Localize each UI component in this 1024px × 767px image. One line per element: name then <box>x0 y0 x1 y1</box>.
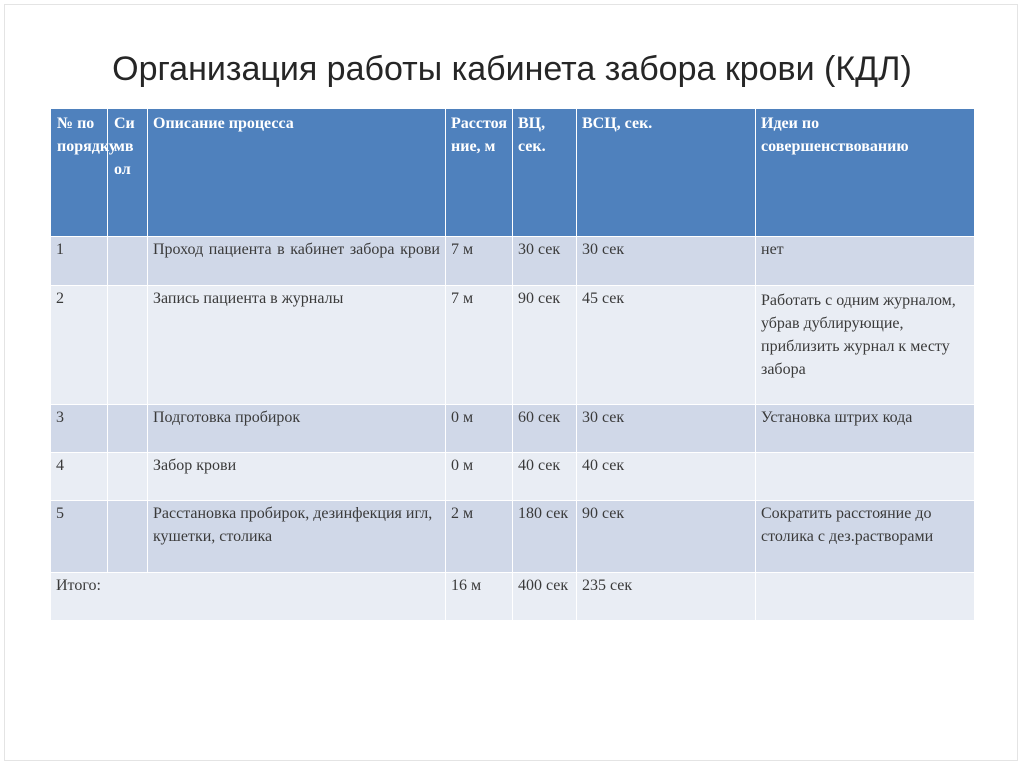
cell-ideas: Работать с одним журналом, убрав дублирующие, приблизить журнал к месту забора <box>756 286 975 405</box>
total-vc: 400 сек <box>513 573 577 621</box>
header-ideas: Идеи по совершенствованию <box>756 109 975 237</box>
cell-vsc: 30 сек <box>577 237 756 286</box>
cell-num: 4 <box>51 453 108 501</box>
header-num: № по порядку <box>51 109 108 237</box>
header-symbol: Символ <box>108 109 148 237</box>
cell-distance: 0 м <box>446 405 513 453</box>
cell-description: Забор крови <box>148 453 446 501</box>
process-table <box>50 108 975 621</box>
cell-symbol <box>108 237 148 286</box>
cell-vsc: 45 сек <box>577 286 756 405</box>
total-ideas <box>756 573 975 621</box>
table-row <box>51 453 975 501</box>
cell-vc: 40 сек <box>513 453 577 501</box>
cell-num: 5 <box>51 501 108 573</box>
cell-vc: 180 сек <box>513 501 577 573</box>
cell-ideas: нет <box>756 237 975 286</box>
cell-ideas <box>756 453 975 501</box>
cell-vc: 30 сек <box>513 237 577 286</box>
header-vsc: ВСЦ, сек. <box>577 109 756 237</box>
header-description: Описание процесса <box>148 109 446 237</box>
table-row <box>51 237 975 286</box>
cell-distance: 0 м <box>446 453 513 501</box>
cell-distance: 2 м <box>446 501 513 573</box>
cell-ideas: Сократить расстояние до столика с дез.растворами <box>756 501 975 573</box>
cell-vc: 90 сек <box>513 286 577 405</box>
total-distance: 16 м <box>446 573 513 621</box>
cell-description: Расстановка пробирок, дезинфекция игл, кушетки, столика <box>148 501 446 573</box>
cell-vsc: 30 сек <box>577 405 756 453</box>
cell-ideas: Установка штрих кода <box>756 405 975 453</box>
header-vc: ВЦ, сек. <box>513 109 577 237</box>
table-row <box>51 501 975 573</box>
cell-vc: 60 сек <box>513 405 577 453</box>
cell-vsc: 90 сек <box>577 501 756 573</box>
header-distance: Расстояние, м <box>446 109 513 237</box>
cell-num: 2 <box>51 286 108 405</box>
cell-symbol <box>108 501 148 573</box>
cell-description: Запись пациента в журналы <box>148 286 446 405</box>
cell-distance: 7 м <box>446 286 513 405</box>
cell-description: Подготовка пробирок <box>148 405 446 453</box>
table-row <box>51 405 975 453</box>
table-row <box>51 286 975 405</box>
cell-symbol <box>108 453 148 501</box>
total-label: Итого: <box>51 573 446 621</box>
cell-symbol <box>108 286 148 405</box>
cell-vsc: 40 сек <box>577 453 756 501</box>
cell-num: 3 <box>51 405 108 453</box>
cell-symbol <box>108 405 148 453</box>
table-total-row <box>51 573 975 621</box>
slide-title: Организация работы кабинета забора крови (КДЛ) <box>112 50 912 88</box>
cell-num: 1 <box>51 237 108 286</box>
cell-description: Проход пациента в кабинет забора крови <box>148 237 446 286</box>
cell-distance: 7 м <box>446 237 513 286</box>
total-vsc: 235 сек <box>577 573 756 621</box>
table-header-row <box>51 109 975 237</box>
